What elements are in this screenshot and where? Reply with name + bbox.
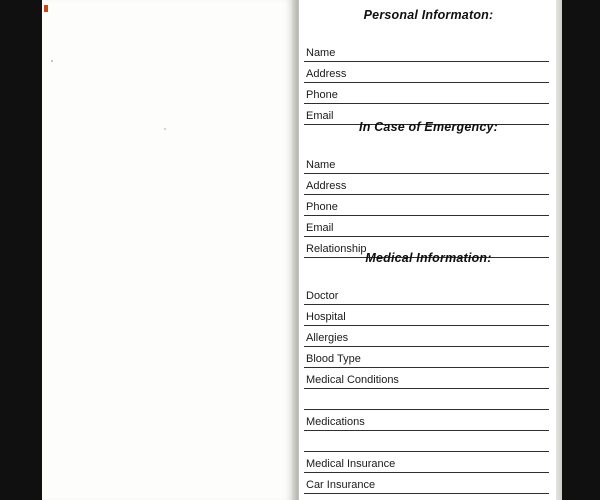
field-label: Relationship [306,243,367,255]
section-medical-information [299,251,558,500]
right-form-page [299,0,558,500]
section-emergency-contact [299,120,558,258]
field-medical-conditions[interactable] [299,368,558,389]
section-title-medical: Medical Information: [365,251,492,265]
field-emergency-phone[interactable] [299,195,558,216]
paper-speck [164,128,166,130]
field-label: Allergies [306,332,349,344]
field-medications[interactable] [299,410,558,431]
field-label: Phone [306,89,338,101]
field-emergency-email[interactable] [299,216,558,237]
field-car-insurance-continued[interactable] [299,494,558,500]
field-label: Phone [306,201,338,213]
section-title-personal: Personal Informaton: [363,8,494,22]
field-label: Address [306,68,347,80]
field-car-insurance[interactable] [299,473,558,494]
field-personal-phone[interactable] [299,83,558,104]
field-medical-blood-type[interactable] [299,347,558,368]
field-medical-doctor[interactable] [299,284,558,305]
field-label: Email [306,110,334,122]
field-medications-continued[interactable] [299,431,558,452]
field-label: Car Insurance [306,479,376,491]
field-label: Medical Conditions [306,374,399,386]
field-label: Blood Type [306,353,361,365]
page-edge-shadow [556,0,562,500]
field-personal-address[interactable] [299,62,558,83]
field-medical-insurance[interactable] [299,452,558,473]
field-medical-allergies[interactable] [299,326,558,347]
field-label: Name [306,47,336,59]
field-label: Medical Insurance [306,458,396,470]
section-personal-information [299,8,558,125]
field-medical-conditions-continued[interactable] [299,389,558,410]
form-area [299,0,558,500]
field-label: Name [306,159,336,171]
field-label: Email [306,222,334,234]
paper-speck [51,60,53,62]
field-label: Doctor [306,290,339,302]
field-label: Medications [306,416,365,428]
field-label: Hospital [306,311,346,323]
margin-mark [44,5,48,12]
section-title-emergency: In Case of Emergency: [359,120,498,134]
left-blank-page [42,0,292,500]
field-emergency-address[interactable] [299,174,558,195]
field-medical-hospital[interactable] [299,305,558,326]
field-personal-name[interactable] [299,41,558,62]
field-emergency-name[interactable] [299,153,558,174]
field-label: Address [306,180,347,192]
